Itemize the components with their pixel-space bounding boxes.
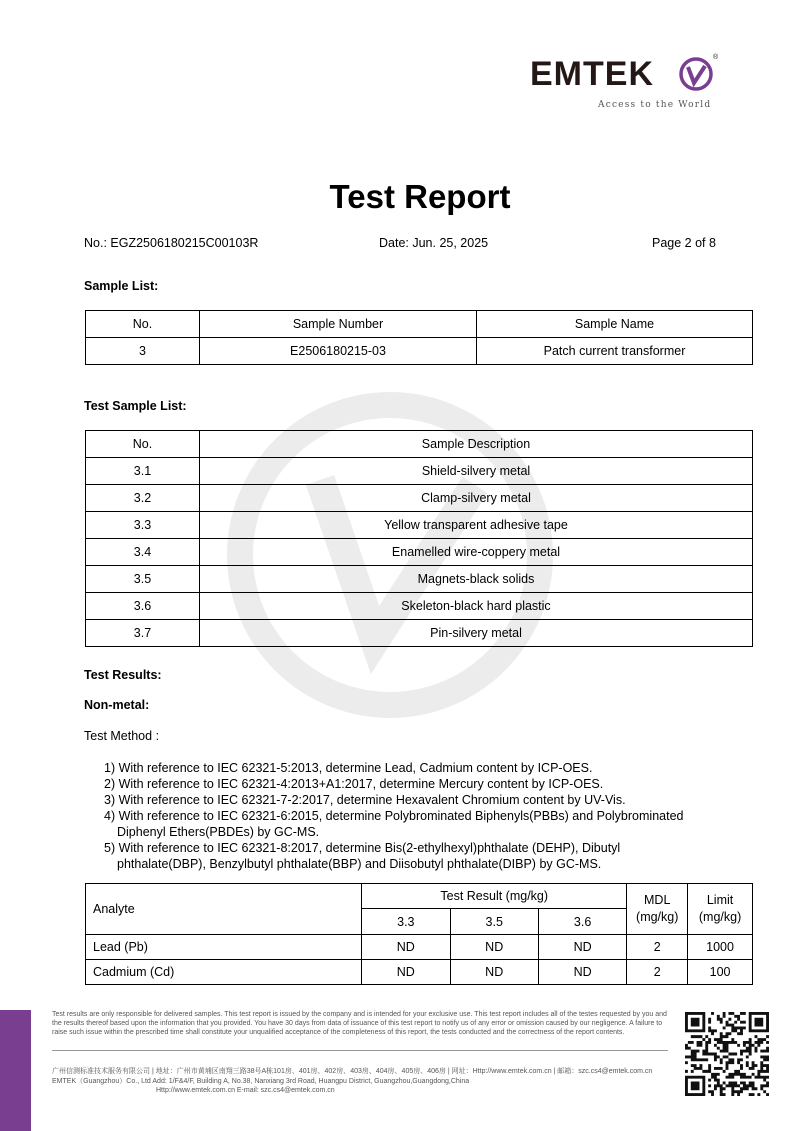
table-row [86,338,753,365]
table-cell: 3.5 [86,566,200,593]
table-cell: 3 [86,338,200,365]
table-row [86,935,753,960]
analyte-cell: Cadmium (Cd) [86,960,362,985]
report-date: Date: Jun. 25, 2025 [379,236,489,250]
table-row [86,960,753,985]
table-cell: E2506180215-03 [200,338,477,365]
result-cell: ND [450,935,538,960]
method-item: 3) With reference to IEC 62321-7-2:2017, determine Hexavalent Chromium content by UV-Vis. [104,793,626,807]
result-cell: ND [538,960,626,985]
test-method-list [104,760,744,872]
mdl-header-unit: (mg/kg) [636,910,679,924]
mdl-cell: 2 [627,960,688,985]
limit-cell: 100 [688,960,753,985]
page-number: Page 2 of 8 [652,236,716,250]
limit-header-label: Limit [706,893,734,907]
table-cell: Pin-silvery metal [200,620,753,647]
table-cell: Enamelled wire-coppery metal [200,539,753,566]
footer-disclaimer: Test results are only responsible for delivered samples. This test report is issued by the company and is intended for your exclusive use. This test report includes all of the testes requested by you and the results thereof based upon the information that you provided. You have 30 days from data of issuance of this test report to notify us of any error or omission caused by our negligence. A failure to raise such issue within the prescribed time shall constitute your unqualified acceptance of the completeness of this report, the tests conducted and the correctness of the report contents. [52,1011,667,1036]
mdl-header-label: MDL [644,893,671,907]
sample-column-header: 3.5 [450,909,538,935]
non-metal-label: Non-metal: [84,698,150,712]
footer-contact [52,1067,682,1096]
logo-check-icon [678,56,714,92]
result-cell: ND [538,935,626,960]
column-header: Sample Number [200,311,477,338]
analyte-cell: Lead (Pb) [86,935,362,960]
mdl-header [627,884,688,935]
method-item: 4) With reference to IEC 62321-6:2015, determine Polybrominated Biphenyls(PBBs) and Polybrominated [104,809,684,823]
analyte-header: Analyte [86,884,362,935]
qr-code-icon [685,1012,769,1096]
sample-column-header: 3.3 [362,909,450,935]
logo-tagline: Access to the World [598,100,712,110]
table-row [86,512,753,539]
limit-header [688,884,753,935]
table-cell: 3.7 [86,620,200,647]
logo-registered-mark: ® [713,54,719,61]
result-cell: ND [362,935,450,960]
test-sample-list-label: Test Sample List: [84,399,187,413]
table-cell: Patch current transformer [477,338,753,365]
table-cell: Shield-silvery metal [200,458,753,485]
column-header: Sample Name [477,311,753,338]
footer-accent-bar [0,1010,31,1131]
footer-address-en: EMTEK（Guangzhou）Co., Ltd Add: 1/F&4/F, Building A, No.38, Nanxiang 3rd Road, Huangpu District, Guangzhou,Guangdong,China [52,1077,470,1085]
table-cell: Magnets-black solids [200,566,753,593]
result-cell: ND [362,960,450,985]
method-item: 5) With reference to IEC 62321-8:2017, determine Bis(2-ethylhexyl)phthalate (DEHP), Dibutyl [104,841,621,855]
method-item: 2) With reference to IEC 62321-4:2013+A1:2017, determine Mercury content by ICP-OES. [104,777,604,791]
table-cell: 3.2 [86,485,200,512]
limit-cell: 1000 [688,935,753,960]
column-header: Sample Description [200,431,753,458]
page-title: Test Report [329,178,511,215]
column-header: No. [86,311,200,338]
column-header: No. [86,431,200,458]
test-results-label: Test Results: [84,668,162,682]
logo-brand: EMTEK [530,55,654,93]
table-cell: 3.3 [86,512,200,539]
table-row [86,485,753,512]
test-sample-list-table [85,430,753,647]
mdl-cell: 2 [627,935,688,960]
emtek-logo [530,52,730,114]
table-row [86,566,753,593]
table-row [86,593,753,620]
test-method-label: Test Method : [84,729,160,743]
table-row [86,620,753,647]
sample-list-label: Sample List: [84,279,159,293]
result-cell: ND [450,960,538,985]
table-row [86,539,753,566]
table-cell: Yellow transparent adhesive tape [200,512,753,539]
footer-divider [52,1050,668,1051]
sample-list-table [85,310,753,365]
table-cell: 3.4 [86,539,200,566]
limit-header-unit: (mg/kg) [698,910,742,924]
table-cell: Skeleton-black hard plastic [200,593,753,620]
method-item-continuation: phthalate(DBP), Benzylbutyl phthalate(BBP) and Diisobutyl phthalate(DIBP) by GC-MS. [117,857,602,871]
test-result-header: Test Result (mg/kg) [362,884,627,909]
table-row [86,458,753,485]
sample-column-header: 3.6 [538,909,626,935]
method-item: 1) With reference to IEC 62321-5:2013, determine Lead, Cadmium content by ICP-OES. [104,761,593,775]
table-cell: 3.1 [86,458,200,485]
results-table [85,883,753,985]
method-item-continuation: Diphenyl Ethers(PBDEs) by GC-MS. [117,825,320,839]
report-number: No.: EGZ2506180215C00103R [84,236,259,250]
table-cell: Clamp-silvery metal [200,485,753,512]
table-cell: 3.6 [86,593,200,620]
footer-web: Http://www.emtek.com.cn E-mail: szc.cs4@emtek.com.cn [156,1087,335,1094]
footer-address-cn: 广州信测标准技术服务有限公司 | 地址：广州市黄埔区南翔三路38号A栋101房、401房、402房、403房、404房、405房、406房 | 网址：Http://www.emtek.com.cn | 邮箱：szc.cs4@emtek.com.cn [52,1068,653,1075]
